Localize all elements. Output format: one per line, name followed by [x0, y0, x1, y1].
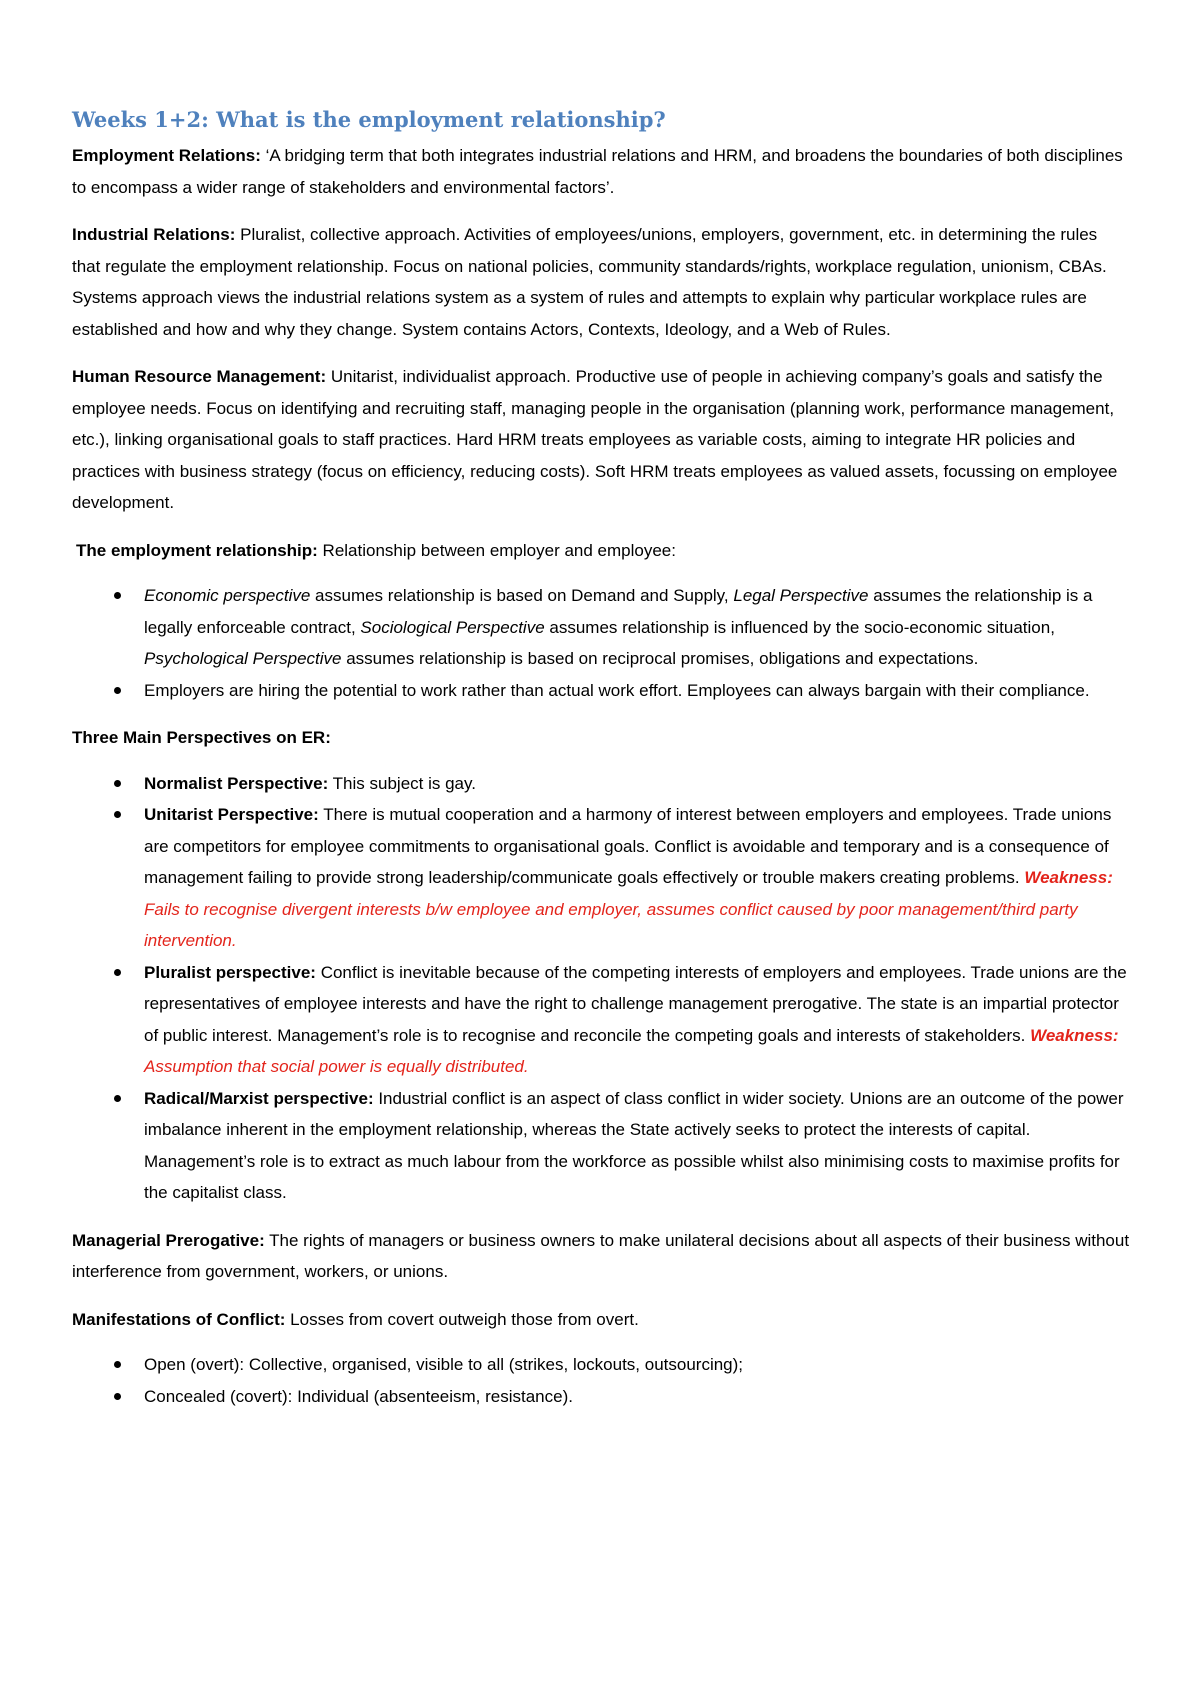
conflict-paragraph [72, 1304, 1130, 1336]
weakness-label: Weakness: [1030, 1025, 1119, 1045]
industrial-relations-paragraph [72, 219, 1130, 345]
radical-term: Radical/Marxist perspective: [144, 1088, 374, 1108]
hrm-definition: Unitarist, individualist approach. Productive use of people in achieving company’s goals and satisfy the employee needs. Focus on identifying and recruiting staff, managing people in the organisation (planning work, performance management, etc.), linking organisational goals to staff practices. Hard HRM treats employees as variable costs, aiming to integrate HR policies and practices with business strategy (focus on efficiency, reducing costs). Soft HRM treats employees as valued assets, focussing on employee development. [72, 367, 1118, 512]
perspectives-heading [72, 722, 1130, 754]
list-item [144, 957, 1130, 1083]
conflict-list [72, 1349, 1130, 1412]
employment-relationship-list [72, 580, 1130, 706]
economic-perspective-term: Economic perspective [144, 586, 311, 605]
hrm-paragraph [72, 361, 1130, 519]
managerial-prerogative-term: Managerial Prerogative: [72, 1230, 265, 1250]
employment-relationship-term: The employment relationship: [76, 540, 318, 560]
industrial-relations-term: Industrial Relations: [72, 225, 236, 244]
list-item [144, 768, 1130, 800]
weakness-label: Weakness: [1024, 868, 1113, 887]
radical-text: Industrial conflict is an aspect of class conflict in wider society. Unions are an outcome of the power imbalance inherent in the employment relationship, whereas the State actively seeks to protect the interests of capital. Management’s role is to extract as much labour from the workforce as possible whilst also minimising costs to maximise profits for the capitalist class. [144, 1088, 1124, 1202]
page-title: Weeks 1+2: What is the employment relationship? [72, 107, 666, 132]
list-item [144, 1381, 1130, 1413]
list-item [144, 1349, 1130, 1381]
bullet-icon [114, 687, 121, 694]
list-item [144, 1083, 1130, 1209]
list-item [144, 799, 1130, 957]
bullet-icon [114, 1393, 121, 1400]
employment-relations-definition: ‘A bridging term that both integrates industrial relations and HRM, and broadens the boundaries of both disciplines to encompass a wider range of stakeholders and environmental factors’. [72, 146, 1123, 197]
economic-perspective-text: assumes relationship is based on Demand and Supply, [310, 586, 734, 605]
legal-perspective-term: Legal Perspective [733, 586, 869, 605]
bullet-icon [114, 780, 121, 787]
bullet-icon [114, 1361, 121, 1368]
potential-to-work-text: Employers are hiring the potential to work rather than actual work effort. Employees can always bargain with their compliance. [144, 680, 1090, 700]
conflict-term: Manifestations of Conflict: [72, 1309, 286, 1329]
psychological-perspective-term: Psychological Perspective [144, 649, 342, 668]
employment-relationship-paragraph [72, 535, 1130, 567]
conflict-definition: Losses from covert outweigh those from overt. [285, 1309, 639, 1329]
managerial-prerogative-paragraph [72, 1225, 1130, 1288]
list-item [144, 675, 1130, 707]
sociological-perspective-text: assumes relationship is influenced by the socio-economic situation, [544, 617, 1055, 637]
pluralist-text: Conflict is inevitable because of the competing interests of employers and employees. Trade unions are the representatives of employee interests and have the right to challenge management prerogative. The state is an impartial protector of public interest. Management’s role is to recognise and reconcile the competing goals and interests of stakeholders. [144, 962, 1127, 1045]
overt-conflict-text: Open (overt): Collective, organised, visible to all (strikes, lockouts, outsourcing); [144, 1355, 744, 1374]
employment-relationship-definition: Relationship between employer and employee: [317, 540, 676, 560]
perspectives-heading-text: Three Main Perspectives on ER: [72, 728, 331, 747]
unitarist-text: There is mutual cooperation and a harmony of interest between employers and employees. Trade unions are competitors for employee commitments to organisational goals. Conflict is avoidable and temporary and is a consequence of management failing to provide strong leadership/communicate goals effectively or trouble makers creating problems. [144, 805, 1112, 887]
bullet-icon [114, 811, 121, 818]
employment-relations-term: Employment Relations: [72, 146, 261, 165]
pluralist-term: Pluralist perspective: [144, 962, 316, 982]
bullet-icon [114, 969, 121, 976]
hrm-term: Human Resource Management: [72, 367, 327, 386]
employment-relations-paragraph [72, 140, 1130, 203]
managerial-prerogative-definition: The rights of managers or business owners to make unilateral decisions about all aspects of their business without interference from government, workers, or unions. [72, 1230, 1130, 1281]
legal-perspective-text: assumes the relationship is a legally enforceable contract, [144, 586, 1093, 637]
list-item [144, 580, 1130, 675]
sociological-perspective-term: Sociological Perspective [360, 617, 545, 637]
bullet-icon [114, 1095, 121, 1102]
weakness-text: Assumption that social power is equally distributed. [144, 1057, 529, 1076]
bullet-icon [114, 592, 121, 599]
normalist-text: This subject is gay. [328, 773, 476, 793]
perspectives-list [72, 768, 1130, 1209]
psychological-perspective-text: assumes relationship is based on reciprocal promises, obligations and expectations. [341, 649, 979, 668]
normalist-term: Normalist Perspective: [144, 773, 329, 793]
covert-conflict-text: Concealed (covert): Individual (absenteeism, resistance). [144, 1386, 573, 1406]
industrial-relations-definition: Pluralist, collective approach. Activities of employees/unions, employers, government, etc. in determining the rules that regulate the employment relationship. Focus on national policies, community standards/rights, workplace regulation, unionism, CBAs. Systems approach views the industrial relations system as a system of rules and attempts to explain why particular workplace rules are established and how and why they change. System contains Actors, Contexts, Ideology, and a Web of Rules. [72, 225, 1107, 339]
unitarist-term: Unitarist Perspective: [144, 805, 319, 824]
weakness-text: Fails to recognise divergent interests b/w employee and employer, assumes conflict caused by poor management/third party intervention. [144, 899, 1078, 950]
